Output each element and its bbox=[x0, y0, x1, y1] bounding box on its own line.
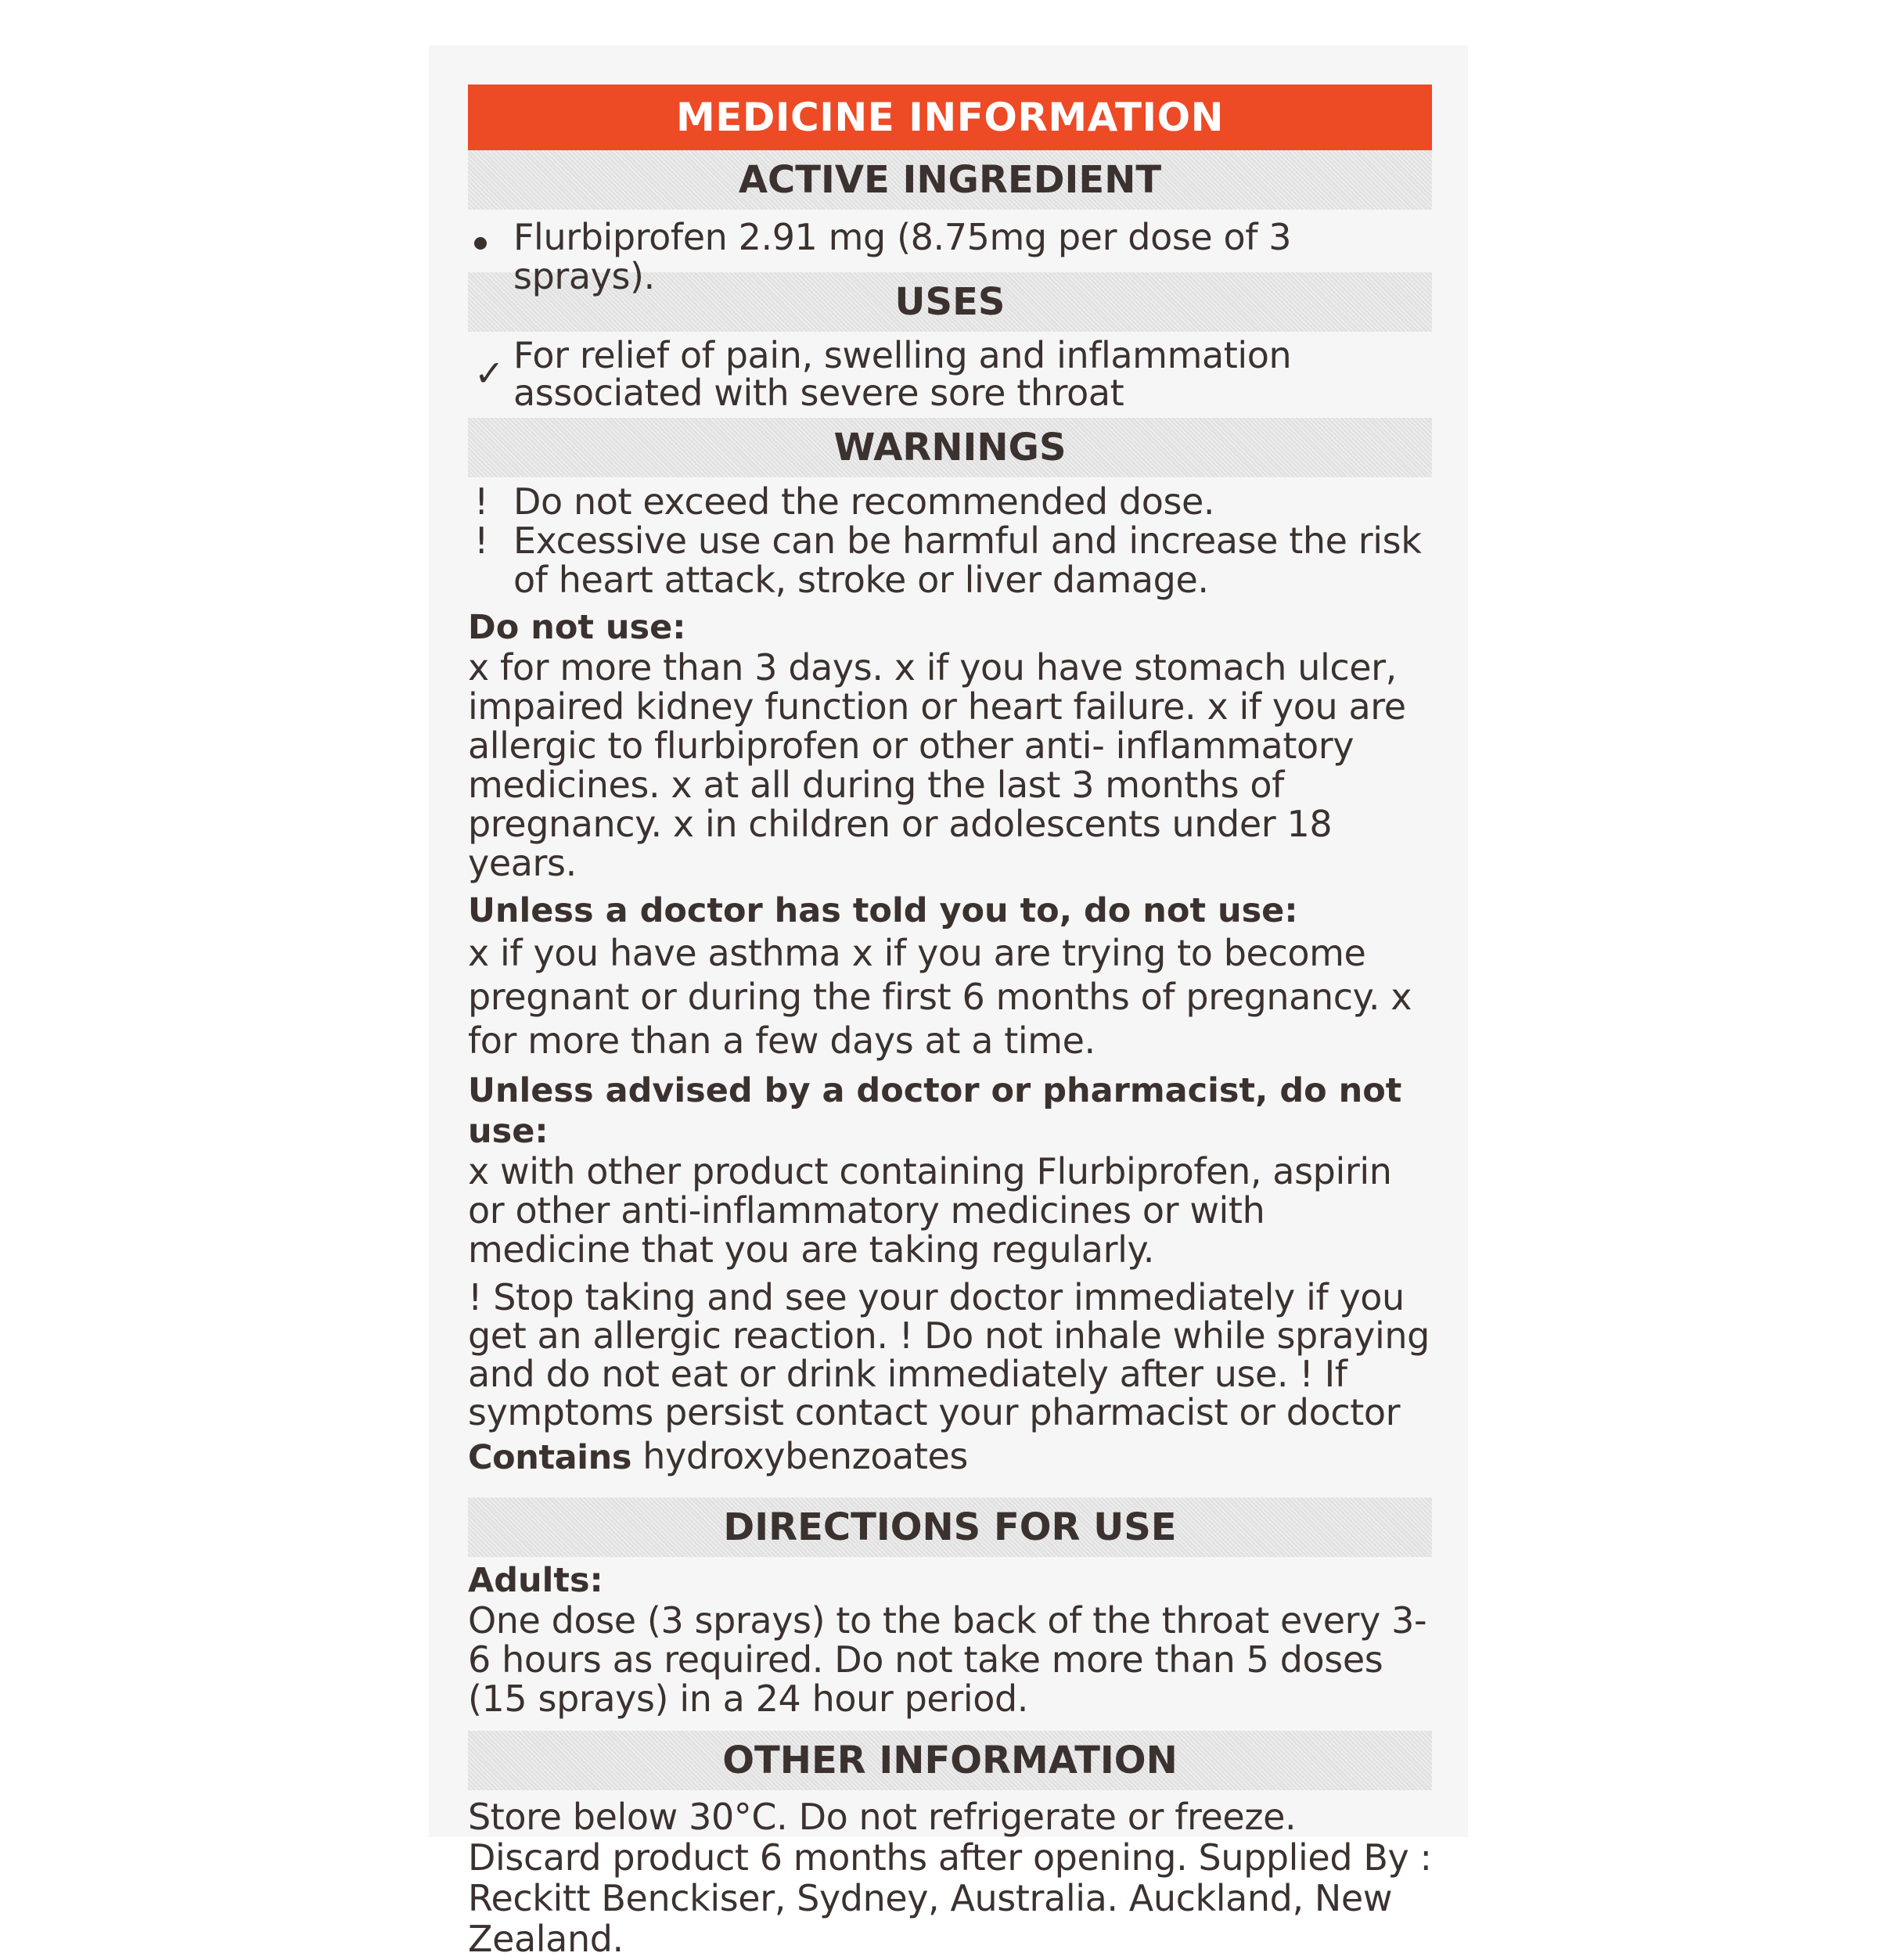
active-ingredient-heading: ACTIVE INGREDIENT bbox=[468, 150, 1432, 210]
exclamation-icon: ! bbox=[474, 520, 489, 562]
active-ingredient-text: Flurbiprofen 2.91 mg (8.75mg per dose of 3 sprays). bbox=[513, 216, 1292, 297]
warning-item bbox=[468, 521, 1432, 599]
pharmacist-text: x with other product containing Flurbiprofen, aspirin or other anti-inflammatory medicines or with medicine that you are taking regularly. bbox=[468, 1150, 1392, 1271]
warning-item bbox=[468, 482, 1432, 521]
check-icon: ✓ bbox=[474, 352, 505, 394]
do-not-use-text: x for more than 3 days. x if you have stomach ulcer, impaired kidney function or heart failure. x if you are allergic to flurbiprofen or other anti- inflammatory medicines. x at all during the last 3 months of pregnancy. x in children or adolescents under 18 years. bbox=[468, 646, 1406, 884]
adults-heading: Adults: bbox=[468, 1561, 603, 1600]
warning-item-text: Do not exceed the recommended dose. bbox=[513, 480, 1215, 523]
warning-item-text: Excessive use can be harmful and increase the risk of heart attack, stroke or liver damage. bbox=[513, 520, 1422, 601]
adults-text: One dose (3 sprays) to the back of the throat every 3-6 hours as required. Do not take more than 5 doses (15 sprays) in a 24 hour period. bbox=[468, 1599, 1427, 1720]
warnings-heading: WARNINGS bbox=[468, 418, 1432, 477]
uses-heading: USES bbox=[468, 272, 1432, 332]
other-information-text: Store below 30°C. Do not refrigerate or freeze. Discard product 6 months after opening. Supplied By : Reckitt Benckiser, Sydney, Australia. Auckland, New Zealand. bbox=[468, 1796, 1432, 1960]
medicine-info-content bbox=[468, 85, 1432, 1959]
do-not-use-heading: Do not use: bbox=[468, 608, 686, 647]
stop-taking-text: ! Stop taking and see your doctor immediately if you get an allergic reaction. ! Do not inhale while spraying and do not eat or drink immediately after use. ! If symptoms persist contact your pharmacist or doctor bbox=[468, 1276, 1430, 1433]
doctor-told-text: x if you have asthma x if you are trying to become pregnant or during the first 6 months of pregnancy. x for more than a few days at a time. bbox=[468, 932, 1412, 1062]
directions-heading: DIRECTIONS FOR USE bbox=[468, 1498, 1432, 1557]
pharmacist-heading: Unless advised by a doctor or pharmacist, do not use: bbox=[468, 1071, 1402, 1151]
other-information-heading: OTHER INFORMATION bbox=[468, 1731, 1432, 1790]
medicine-information-title: MEDICINE INFORMATION bbox=[468, 85, 1432, 150]
warnings-list bbox=[468, 477, 1432, 599]
exclamation-icon: ! bbox=[474, 480, 489, 523]
uses-text: For relief of pain, swelling and inflammation associated with severe sore throat bbox=[513, 334, 1292, 414]
doctor-told-heading: Unless a doctor has told you to, do not use: bbox=[468, 891, 1298, 930]
contains-label: Contains bbox=[468, 1438, 632, 1477]
contains-value: hydroxybenzoates bbox=[642, 1435, 968, 1477]
uses-row bbox=[468, 332, 1432, 418]
active-ingredient-row bbox=[468, 210, 1432, 297]
bullet-icon bbox=[468, 218, 513, 257]
contains-line bbox=[468, 1437, 1432, 1477]
